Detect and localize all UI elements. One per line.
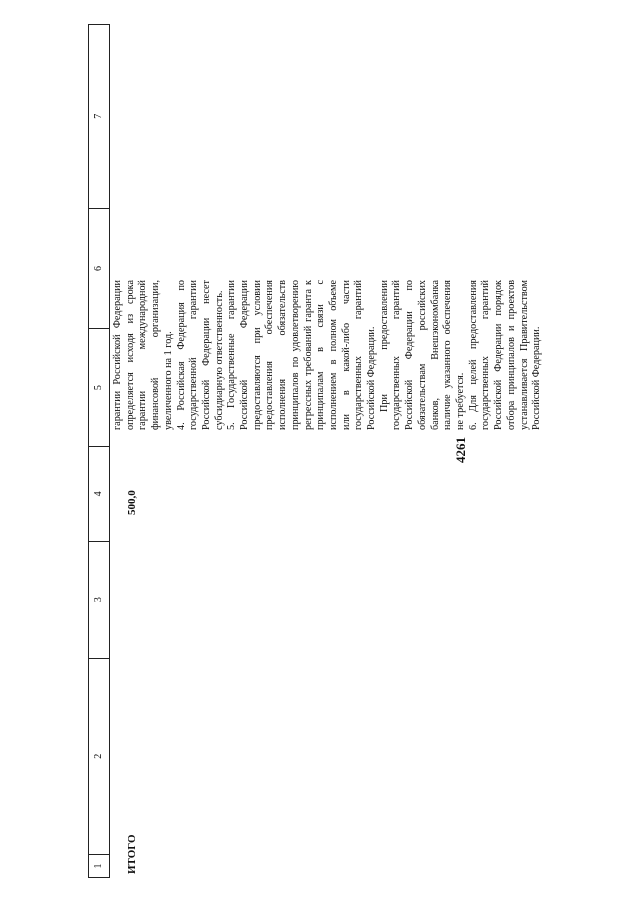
column-header-5: 5	[89, 329, 109, 447]
total-value: 500,0	[126, 490, 138, 515]
total-label: ИТОГО	[126, 834, 138, 874]
paragraph: гарантии Российской Федерации определяется исходя из срока гарантии международной финансовой организации, увеличенного на 1 год.	[112, 280, 174, 430]
column-7-text	[112, 280, 544, 430]
paragraph: 5. Государственные гарантии Российской Федерации предоставляются при условии предоставления обеспечения исполнения обязательств принципалов по удовлетворению регрессных требований гаранта к принципалам в связи с исполнением в полном объеме или в какой-либо части государственных гарантий Российской Федерации.	[226, 280, 378, 430]
paragraph: 6. Для целей предоставления государственных гарантий Российской Федерации порядок отбора принципалов и проектов устанавливается Правительством Российской Федерации.	[467, 280, 543, 430]
paragraph: 4. Российская Федерация по государственной гарантии Российской Федерации несет субсидиарную ответственность.	[175, 280, 225, 430]
column-header-6: 6	[89, 209, 109, 330]
column-header-2: 2	[89, 659, 109, 856]
page-number: 4261	[453, 437, 468, 463]
column-header-4: 4	[89, 447, 109, 542]
column-header-3: 3	[89, 542, 109, 659]
table-header-row	[88, 24, 110, 878]
column-header-1: 1	[93, 863, 104, 869]
paragraph: При предоставлении государственных гарантий Российской Федерации по обязательствам российских банков, Внешэкономбанка наличие указанного обеспечения не требуется.	[378, 280, 466, 430]
column-header-7: 7	[89, 25, 109, 209]
